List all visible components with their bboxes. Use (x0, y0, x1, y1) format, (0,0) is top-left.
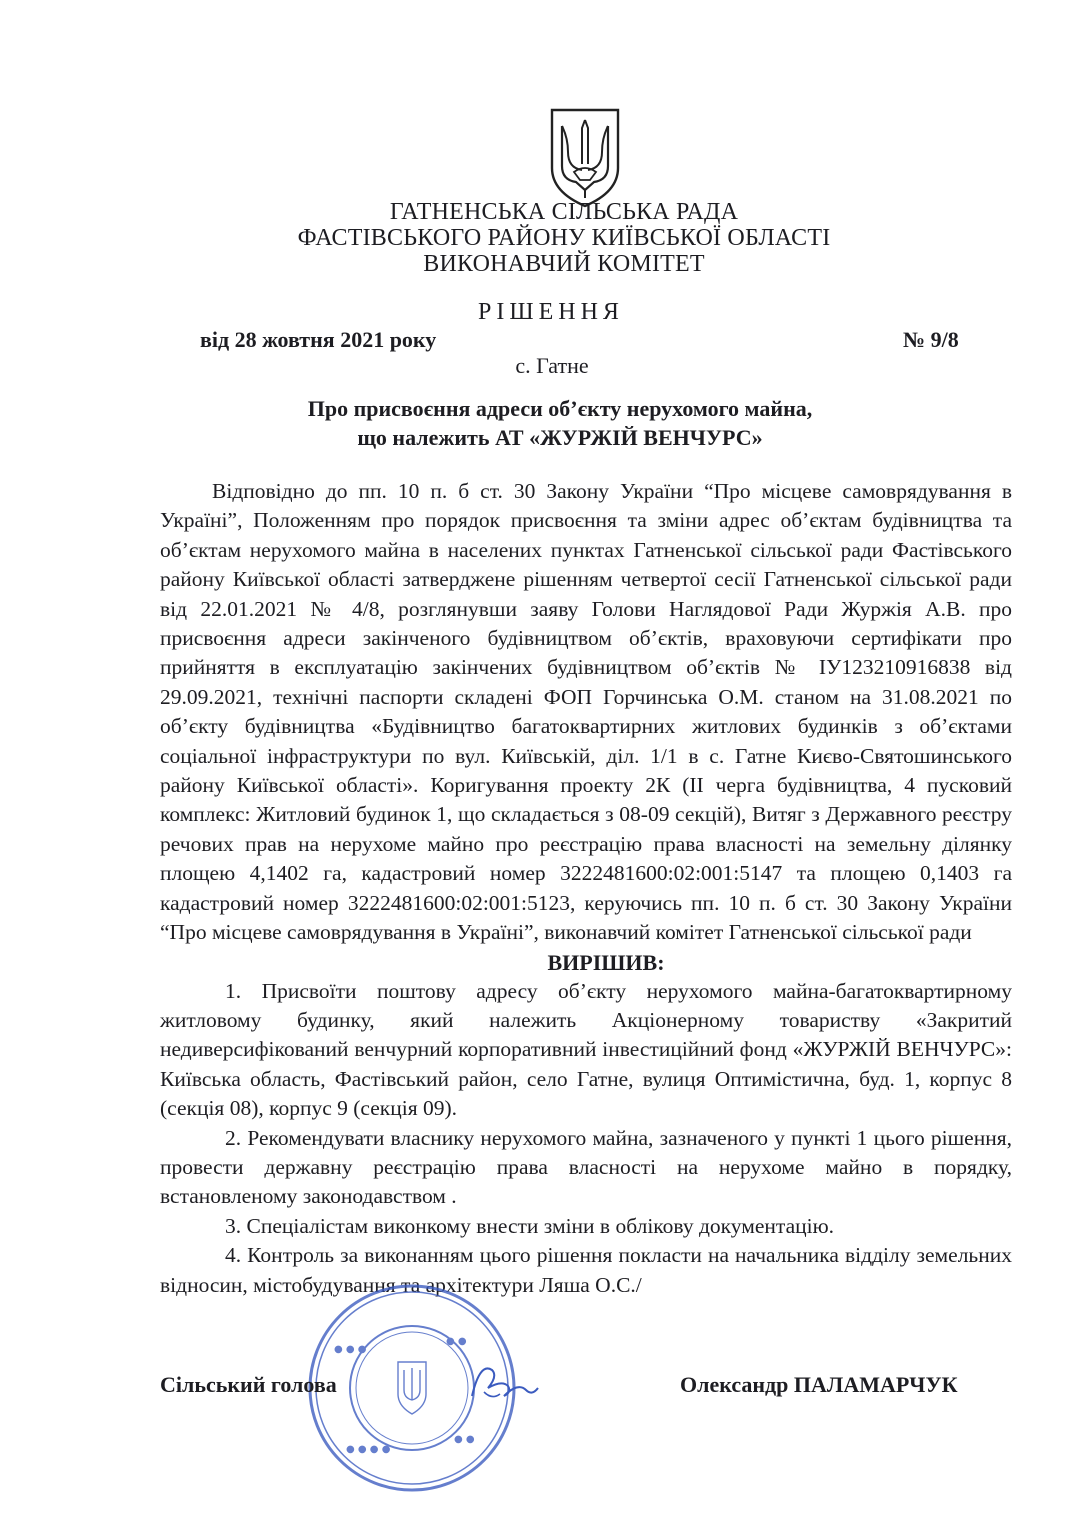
resolved-heading: ВИРІШИВ: (547, 949, 665, 975)
preamble-paragraph: Відповідно до пп. 10 п. б ст. 30 Закону України “Про місцеве самоврядування в Україні”, Положенням про порядок присвоєння та зміни адрес об’єктам будівництва та об’єктам нерухомого майна в населених пунктах Гатненської сільської ради Фастівського району Київської області затверджене рішенням четвертої сесії Гатненської сільської ради від 22.01.2021 № 4/8, розглянувши заяву Голови Наглядової Ради Журжія А.В. про присвоєння адреси закінченого будівництвом об’єктів, враховуючи сертифікати про прийняття в експлуатацію закінчених будівництвом об’єктів № ІУ123210916838 від 29.09.2021, технічні паспорти складені ФОП Горчинська О.М. станом на 31.08.2021 по об’єкту будівництва «Будівництво багатоквартирних житлових будинків з об’єктами соціальної інфраструктури по вул. Київській, діл. 1/1 в с. Гатне Києво-Святошинського району Київської області». Коригування проекту 2К (ІІ черга будівництва, 4 пусковий комплекс: Житловий будинок 1, що складається з 08-09 секцій), Витяг з Державного реєстру речових прав на нерухоме майно про реєстрацію права власності на земельну ділянку площею 4,1402 га, кадастровий номер 3222481600:02:001:5147 та площею 0,1403 га кадастровий номер 3222481600:02:001:5123, керуючись пп. 10 п. б ст. 30 Закону України “Про місцеве самоврядування в Україні”, виконавчий комітет Гатненської сільської ради (160, 479, 1012, 945)
handwritten-signature-icon (462, 1352, 544, 1412)
org-name-line2: ФАСТІВСЬКОГО РАЙОНУ КИЇВСЬКОЇ ОБЛАСТІ (297, 225, 831, 251)
document-number: № 9/8 (903, 327, 959, 352)
document-place: с. Гатне (515, 353, 589, 378)
document-type-heading: РІШЕННЯ (478, 299, 624, 325)
org-name-line3: ВИКОНАВЧИЙ КОМІТЕТ (423, 251, 705, 277)
document-title-line1: Про присвоєння адреси об’єкту нерухомого майна, (307, 396, 813, 421)
document-date: від 28 жовтня 2021 року (200, 327, 437, 352)
resolution-item-2: 2. Рекомендувати власнику нерухомого майна, зазначеного у пункті 1 цього рішення, провести державну реєстрацію права власності на нерухоме майно в порядку, встановленому законодавством . (160, 1125, 1012, 1209)
document-title-line2: що належить АТ «ЖУРЖІЙ ВЕНЧУРС» (357, 425, 763, 450)
svg-text:● ●: ● ● (446, 1336, 467, 1347)
trident-coat-of-arms-icon (546, 106, 624, 210)
org-name-line1: ГАТНЕНСЬКА СІЛЬСЬКА РАДА (389, 199, 739, 225)
resolution-item-4: 4. Контроль за виконанням цього рішення покласти на начальника відділу земельних відносин, містобудування та архітектури Ляша О.С./ (160, 1243, 1012, 1297)
resolution-item-1: 1. Присвоїти поштову адресу об’єкту нерухомого майна-багатоквартирному житловому будинку, який належить Акціонерному товариству «Закритий недиверсифікований венчурний корпоративний інвестиційний фонд «ЖУРЖІЙ ВЕНЧУРС»: Київська область, Фастівський район, село Гатне, вулиця Оптимістична, буд. 1, корпус 8 (секція 08), корпус 9 (секція 09). (160, 978, 1012, 1121)
signatory-name: Олександр ПАЛАМАРЧУК (680, 1372, 958, 1397)
svg-text:● ● ● ●: ● ● ● ● (346, 1444, 391, 1455)
document-body (160, 477, 1012, 1300)
svg-text:● ●: ● ● (454, 1434, 475, 1445)
svg-text:● ● ●: ● ● ● (334, 1344, 367, 1355)
resolution-item-3: 3. Спеціалістам виконкому внести зміни в облікову документацію. (225, 1213, 835, 1238)
signatory-position: Сільський голова (160, 1372, 337, 1397)
